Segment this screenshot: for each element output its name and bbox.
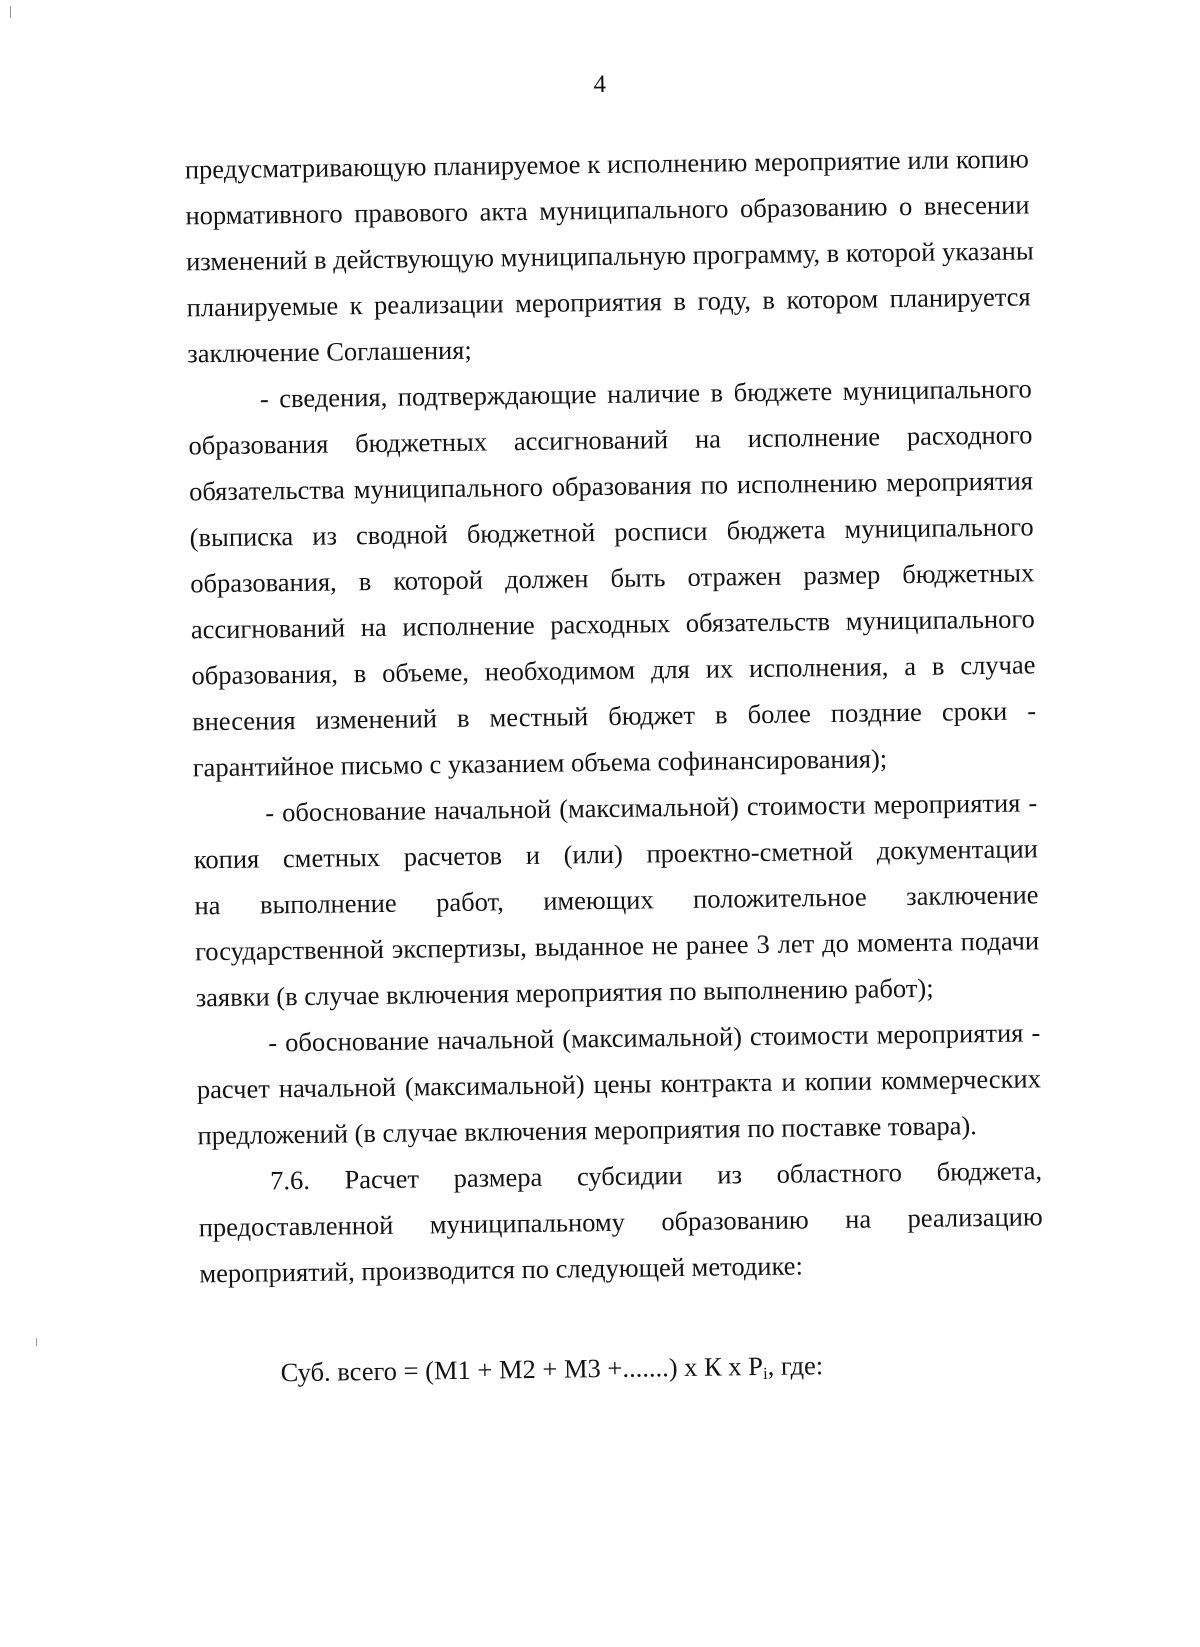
- formula-suffix: , где:: [767, 1350, 824, 1381]
- text-line: обязательства муниципального образования по исполнению мероприятия: [188, 465, 1034, 507]
- formula-subscript: i: [762, 1363, 768, 1383]
- text-line: образования бюджетных ассигнований на исполнение расходного: [188, 419, 1033, 461]
- subsidy-formula: [280, 1349, 823, 1388]
- text-line: предоставленной муниципальному образованию на реализацию: [198, 1201, 1043, 1243]
- text-line: изменений в действующую муниципальную программу, в которой указаны: [185, 235, 1034, 277]
- text-line: - обоснование начальной (максимальной) стоимости мероприятия -: [268, 1017, 1041, 1058]
- text-line: на выполнение работ, имеющих положительное заключение: [194, 879, 1039, 921]
- text-line: (выписка из сводной бюджетной росписи бюджета муниципального: [189, 511, 1034, 553]
- text-line: расчет начальной (максимальной) цены контракта и копии коммерческих: [196, 1063, 1042, 1105]
- text-line: образования, в объеме, необходимом для их исполнения, а в случае: [191, 649, 1036, 691]
- text-line: государственной экспертизы, выданное не ранее 3 лет до момента подачи: [194, 925, 1040, 967]
- text-line: предусматривающую планируемое к исполнению мероприятие или копию: [184, 143, 1029, 185]
- text-line: внесения изменений в местный бюджет в более поздние сроки -: [191, 695, 1037, 737]
- text-line: планируемые к реализации мероприятия в году, в котором планируется: [186, 281, 1031, 323]
- text-line: - сведения, подтверждающие наличие в бюджете муниципального: [259, 373, 1033, 414]
- text-line: гарантийное письмо с указанием объема софинансирования);: [192, 743, 888, 783]
- text-line: нормативного правового акта муниципального образованию о внесении: [185, 189, 1030, 231]
- text-line: заключение Соглашения;: [187, 334, 472, 369]
- scan-margin-mark: [10, 6, 11, 18]
- text-line: заявки (в случае включения мероприятия по выполнению работ);: [195, 972, 934, 1013]
- text-line: мероприятий, производится по следующей методике:: [199, 1250, 804, 1289]
- text-line: предложений (в случае включения мероприятия по поставке товара).: [197, 1110, 977, 1151]
- formula-main: Суб. всего = (M1 + M2 + M3 +.......) x К x P: [280, 1350, 764, 1388]
- text-line: - обоснование начальной (максимальной) стоимости мероприятия -: [265, 787, 1038, 828]
- text-line: 7.6. Расчет размера субсидии из областного бюджета,: [269, 1155, 1043, 1196]
- scan-margin-mark: [36, 1338, 37, 1346]
- text-line: копия сметных расчетов и (или) проектно-сметной документации: [193, 833, 1039, 875]
- page-number: 4: [593, 70, 607, 99]
- text-line: ассигнований на исполнение расходных обязательств муниципального: [190, 603, 1036, 645]
- text-line: образования, в которой должен быть отражен размер бюджетных: [190, 557, 1035, 599]
